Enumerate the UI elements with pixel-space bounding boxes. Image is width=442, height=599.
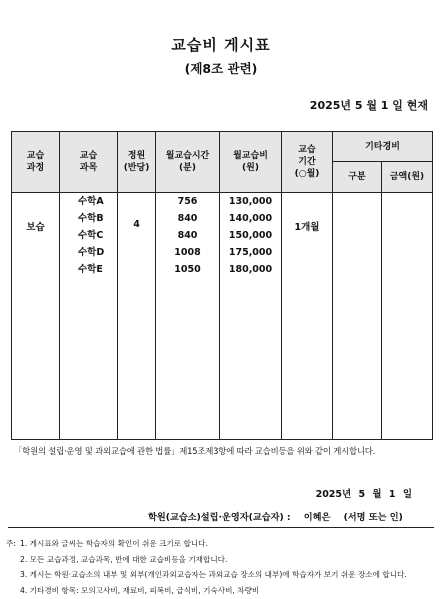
fee-item: 130,000 xyxy=(228,196,273,207)
subject-item: 수학B xyxy=(78,213,104,224)
header-other-type: 구분 xyxy=(333,162,382,193)
fee-item: 180,000 xyxy=(228,264,273,275)
notice-statement: 「학원의 설립·운영 및 과외교습에 관한 법률」제15조제3항에 따라 교습비등을 위와 같이 게시합니다. xyxy=(14,446,376,456)
notes-section xyxy=(6,536,438,598)
divider xyxy=(8,527,434,528)
note-item: 3. 게시는 학원·교습소의 내부 및 외부(개인과외교습자는 과외교습 장소의 내부)에 학습자가 보기 쉬운 장소에 합니다. xyxy=(20,570,407,579)
page-subtitle: (제8조 관련) xyxy=(184,61,258,76)
cell-fees xyxy=(220,193,282,440)
notes-prefix: 주: xyxy=(6,539,16,548)
minutes-item: 756 xyxy=(177,196,198,207)
minutes-item: 1050 xyxy=(174,264,201,275)
minutes-item: 1008 xyxy=(174,247,201,258)
signature-seal: (서명 또는 인) xyxy=(343,512,403,523)
subject-item: 수학A xyxy=(78,196,104,207)
subject-item: 수학C xyxy=(78,230,104,241)
date-signed: 2025년 5 월 1 일 xyxy=(315,489,412,500)
header-other-amount: 금액(원) xyxy=(382,162,433,193)
cell-course: 보습 xyxy=(12,193,60,440)
minutes-item: 840 xyxy=(177,230,198,241)
note-item: 1. 게시표와 글씨는 학습자의 확인이 쉬운 크기로 합니다. xyxy=(20,539,208,548)
page-title: 교습비 게시표 xyxy=(171,36,271,54)
cell-subjects xyxy=(60,193,118,440)
cell-other-amount xyxy=(382,193,433,440)
fee-table xyxy=(11,131,433,440)
minutes-item: 840 xyxy=(177,213,198,224)
cell-period: 1개월 xyxy=(282,193,333,440)
cell-minutes xyxy=(156,193,220,440)
fee-item: 140,000 xyxy=(228,213,273,224)
note-item: 4. 기타경비 항목: 모의고사비, 재료비, 피복비, 급식비, 기숙사비, 차량비 xyxy=(20,585,260,595)
header-capacity: 정원 (반당) xyxy=(118,132,156,193)
fee-item: 150,000 xyxy=(228,230,273,241)
fee-item: 175,000 xyxy=(228,247,273,258)
header-other-expenses: 기타경비 xyxy=(333,132,433,162)
header-subject: 교습 과목 xyxy=(60,132,118,193)
cell-capacity: 4 xyxy=(118,193,156,440)
subject-item: 수학D xyxy=(78,247,105,258)
subject-item: 수학E xyxy=(78,264,103,275)
note-item: 2. 모든 교습과정, 교습과목, 반에 대한 교습비등을 기재합니다. xyxy=(20,554,228,564)
signature-line xyxy=(148,509,413,523)
date-current: 2025년 5 월 1 일 현재 xyxy=(309,99,428,112)
header-monthly-minutes: 월교습시간 (분) xyxy=(156,132,220,193)
header-monthly-fee: 월교습비 (원) xyxy=(220,132,282,193)
cell-other-type xyxy=(333,193,382,440)
signature-label: 학원(교습소)설립·운영자(교습자) : xyxy=(148,512,291,523)
header-course: 교습 과정 xyxy=(12,132,60,193)
header-period: 교습 기간 (○월) xyxy=(282,132,333,193)
signature-name: 이혜은 xyxy=(303,512,331,523)
